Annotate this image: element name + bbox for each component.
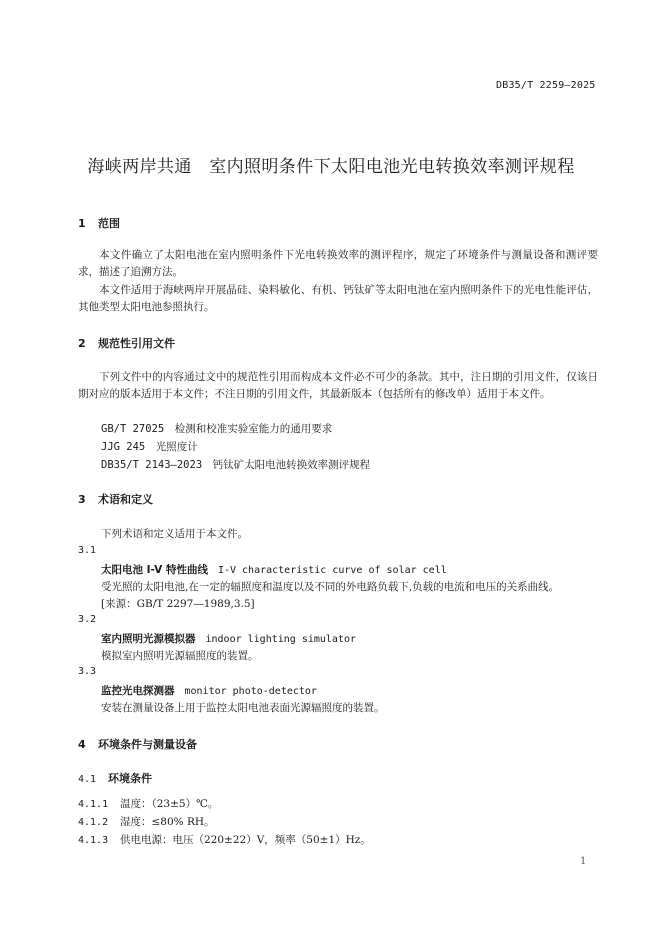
clause-text: 温度：（23±5）℃。 — [120, 798, 219, 810]
document-number: DB35/T 2259—2025 — [496, 80, 596, 91]
clause-item — [78, 796, 218, 811]
section-title: 范围 — [98, 217, 120, 230]
subsection-4-1-heading — [78, 770, 152, 786]
reference-name: 光照度计 — [155, 441, 198, 453]
reference-name: 钙钛矿太阳电池转换效率测评规程 — [212, 459, 371, 471]
section-number: 4 — [78, 738, 86, 751]
clause-number: 4.1.2 — [78, 817, 109, 828]
reference-item — [101, 421, 332, 436]
section-title: 术语和定义 — [98, 493, 153, 506]
term-name-en: monitor photo-detector — [184, 686, 317, 697]
term-name-zh: 太阳电池 I-V 特性曲线 — [101, 564, 208, 576]
section-2-paragraph: 下列文件中的内容通过文中的规范性引用而构成本文件必不可少的条款。其中，注日期的引用文件，仅该日期对应的版本适用于本文件；不注日期的引用文件，其最新版本（包括所有的修改单）适用于本文件。 — [78, 371, 598, 400]
section-title: 环境条件与测量设备 — [98, 738, 197, 751]
term-source: [来源：GB/T 2297—1989,3.5] — [101, 598, 255, 610]
section-title: 规范性引用文件 — [98, 337, 175, 350]
term-name-zh: 监控光电探测器 — [101, 685, 175, 697]
term-number: 3.3 — [78, 666, 97, 677]
term-name — [101, 683, 317, 698]
term-number: 3.1 — [78, 545, 97, 556]
reference-item — [101, 457, 370, 472]
reference-name: 检测和校准实验室能力的通用要求 — [174, 423, 333, 435]
clause-text: 湿度：≤80% RH。 — [120, 816, 215, 828]
subsection-title: 环境条件 — [108, 772, 152, 785]
term-name — [101, 631, 356, 646]
term-definition: 模拟室内照明光源辐照度的装置。 — [101, 650, 259, 662]
clause-text: 供电电源：电压（220±22）V，频率（50±1）Hz。 — [120, 834, 371, 846]
section-1-heading — [78, 215, 120, 231]
clause-item — [78, 832, 371, 847]
terms-intro: 下列术语和定义适用于本文件。 — [101, 528, 248, 540]
section-number: 1 — [78, 217, 86, 230]
clause-number: 4.1.1 — [78, 799, 109, 810]
section-1-paragraph-1: 本文件确立了太阳电池在室内照明条件下光电转换效率的测评程序，规定了环境条件与测量设备和测评要求，描述了追溯方法。 — [78, 249, 598, 278]
document-title: 海峡两岸共通 室内照明条件下太阳电池光电转换效率测评规程 — [87, 157, 575, 177]
term-definition: 安装在测量设备上用于监控太阳电池表面光源辐照度的装置。 — [101, 702, 385, 714]
page-number: 1 — [580, 856, 587, 867]
clause-number: 4.1.3 — [78, 835, 109, 846]
reference-code: DB35/T 2143—2023 — [101, 459, 203, 471]
term-definition: 受光照的太阳电池,在一定的辐照度和温度以及不同的外电路负载下,负载的电流和电压的关系曲线。 — [101, 581, 560, 593]
term-name-en: indoor lighting simulator — [205, 634, 357, 645]
term-name — [101, 562, 447, 577]
section-number: 2 — [78, 337, 86, 350]
section-number: 3 — [78, 493, 86, 506]
section-1-paragraph-2: 本文件适用于海峡两岸开展晶硅、染料敏化、有机、钙钛矿等太阳电池在室内照明条件下的光电性能评估，其他类型太阳电池参照执行。 — [78, 284, 598, 313]
section-2-heading — [78, 335, 175, 351]
section-3-heading — [78, 491, 153, 507]
term-name-zh: 室内照明光源模拟器 — [101, 633, 196, 645]
section-4-heading — [78, 736, 197, 752]
term-number: 3.2 — [78, 614, 97, 625]
reference-item — [101, 439, 198, 454]
term-name-en: I-V characteristic curve of solar cell — [217, 565, 447, 576]
subsection-number: 4.1 — [78, 774, 97, 785]
reference-code: JJG 245 — [101, 441, 146, 453]
clause-item — [78, 814, 215, 829]
reference-code: GB/T 27025 — [101, 423, 165, 435]
